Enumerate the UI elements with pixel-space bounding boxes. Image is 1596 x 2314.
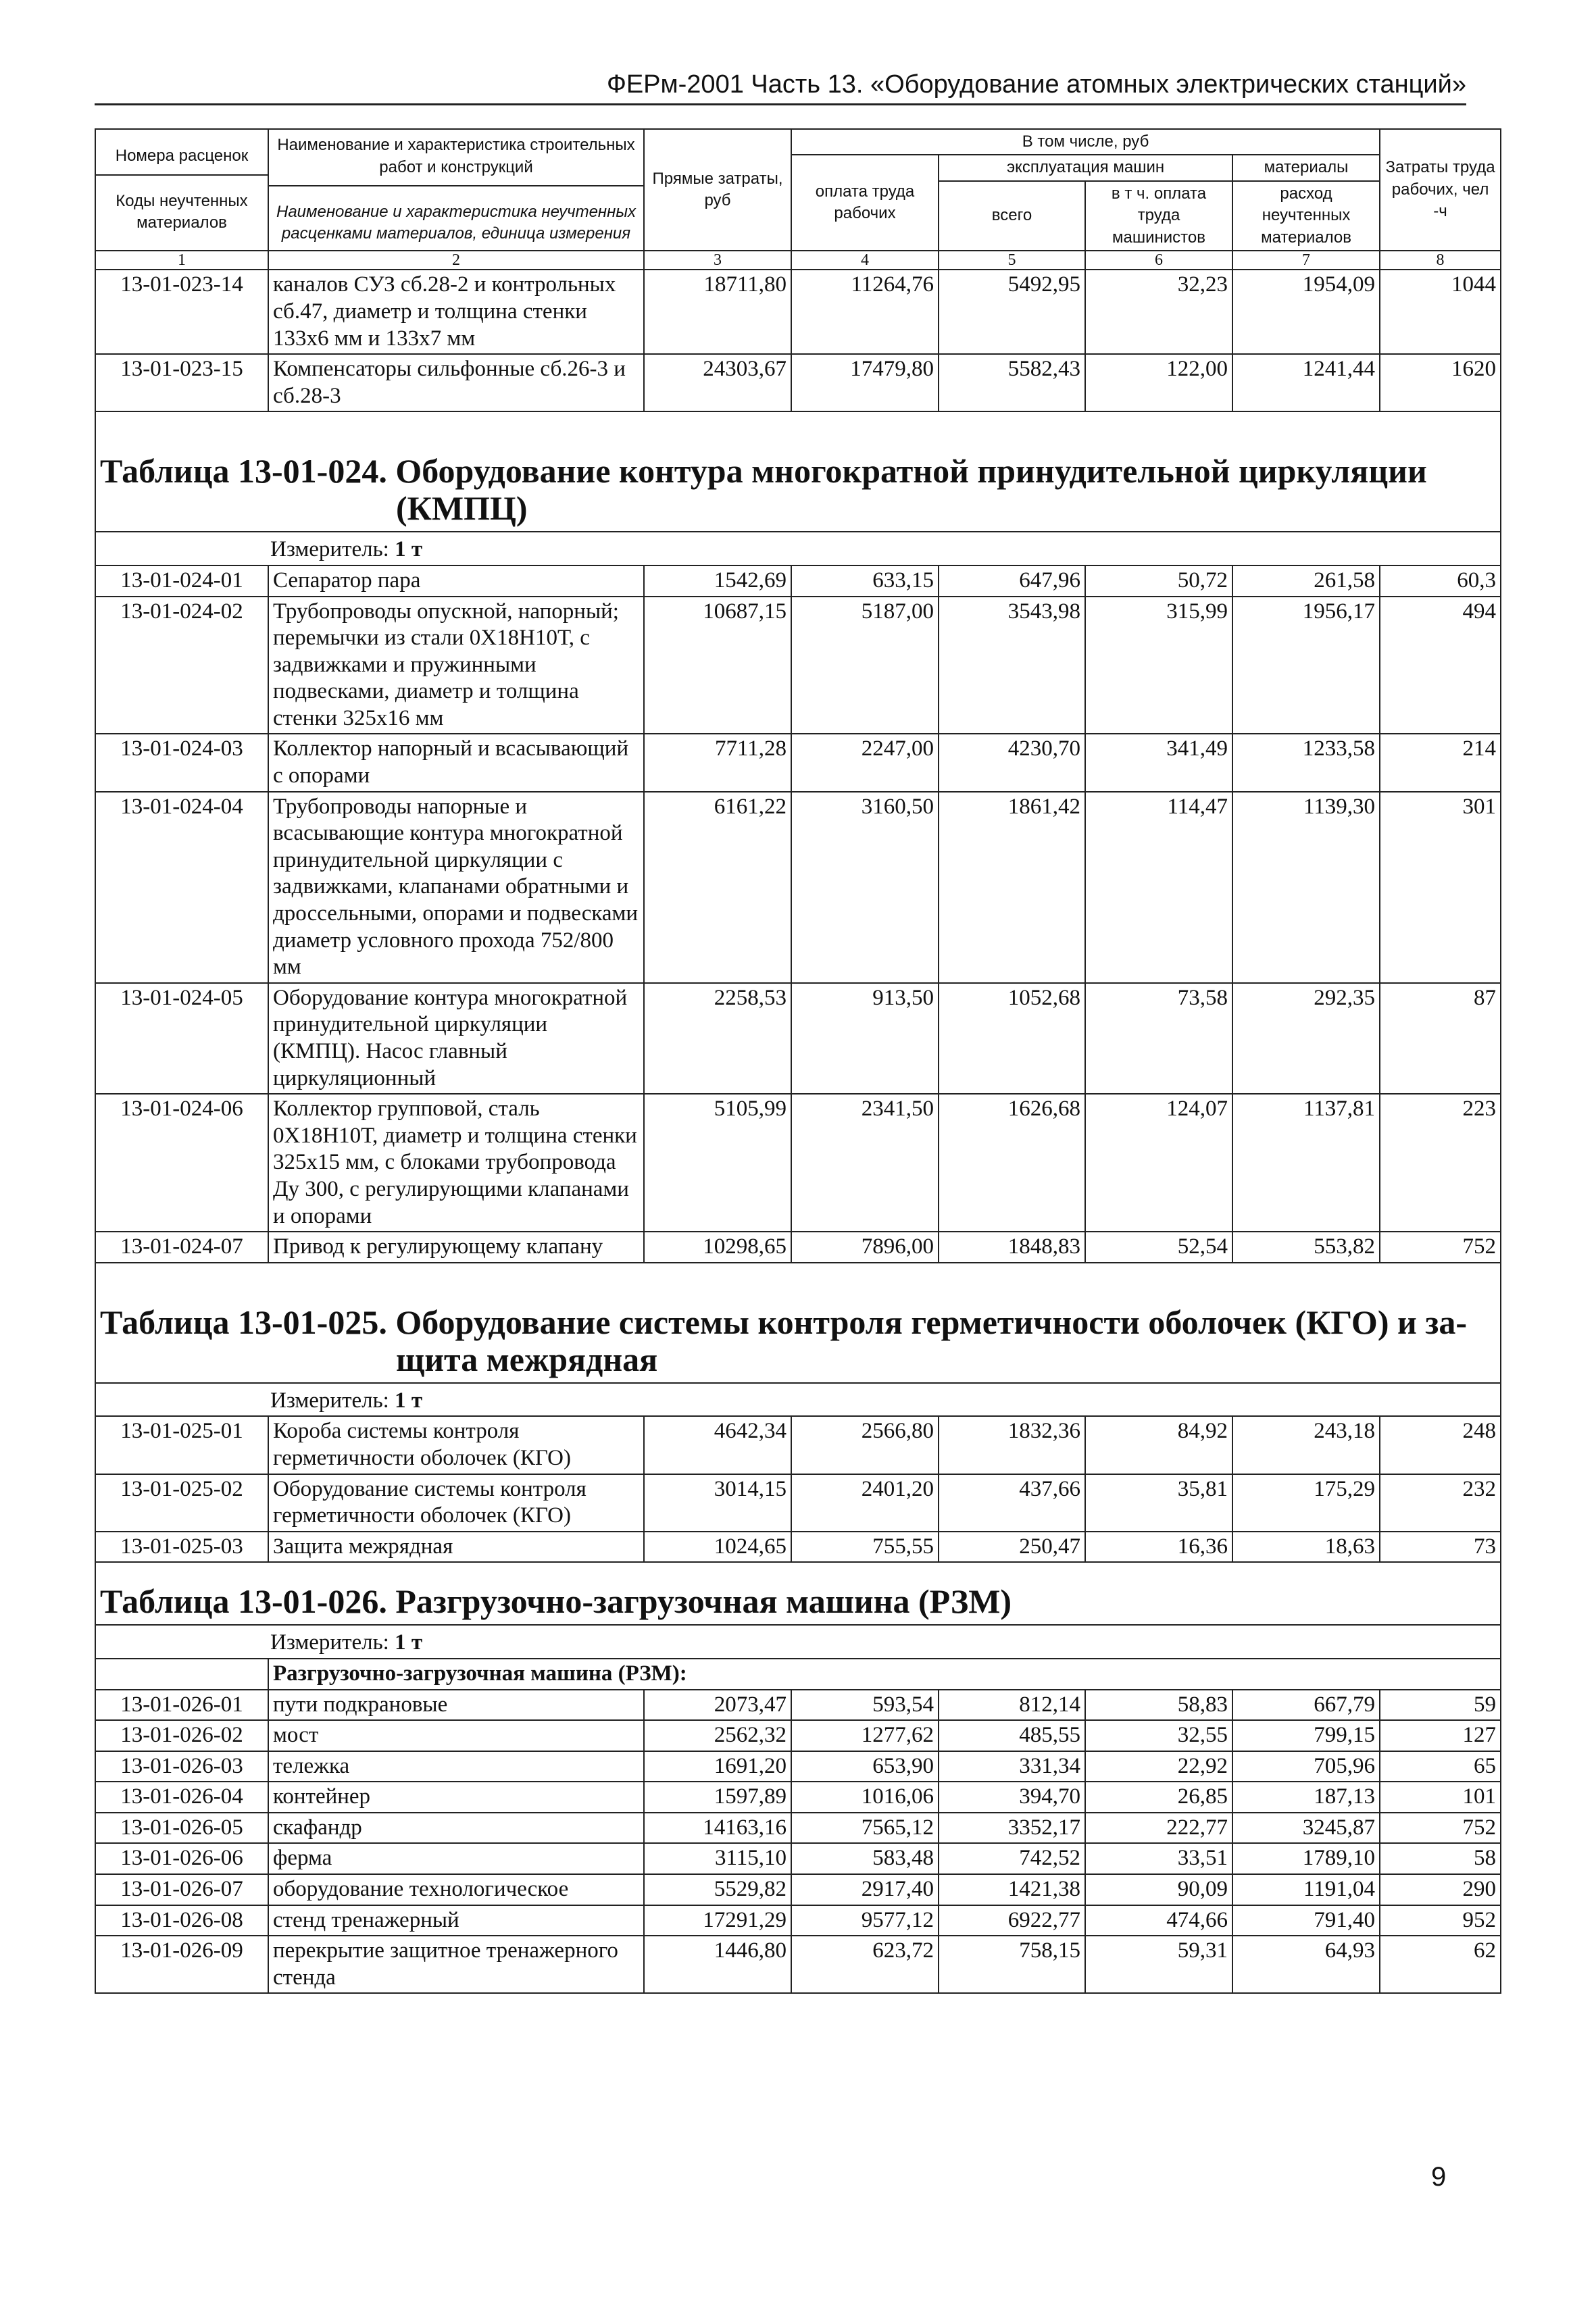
cell-direct: 10298,65 <box>644 1232 791 1263</box>
cell-name: Трубопроводы опускной, напорный; перемычки из стали 0Х18Н10Т, с задвижками и пружинными подвесками, диаметр и толщина стенки 325х16 мм <box>268 597 644 734</box>
col-num: 7 <box>1232 251 1380 270</box>
subheading-blank <box>95 1659 268 1690</box>
cell-mat: 187,13 <box>1232 1782 1380 1813</box>
cell-mat: 1954,09 <box>1232 270 1380 354</box>
cell-name: скафандр <box>268 1813 644 1844</box>
cell-hours: 223 <box>1380 1094 1501 1232</box>
measure-unit <box>95 532 1501 565</box>
table-row <box>95 1720 1501 1751</box>
cell-mat: 292,35 <box>1232 983 1380 1094</box>
cell-direct: 5529,82 <box>644 1874 791 1905</box>
cell-hours: 752 <box>1380 1232 1501 1263</box>
head-worker-pay: оплата труда рабочих <box>791 155 939 251</box>
cell-hours: 248 <box>1380 1416 1501 1474</box>
cell-name: Сепаратор пара <box>268 565 644 597</box>
table-title-row <box>95 411 1501 532</box>
measure-row <box>95 1383 1501 1417</box>
cell-mach: 485,55 <box>939 1720 1085 1751</box>
cell-name: Компенсаторы сильфонные сб.26-3 и сб.28-3 <box>268 354 644 411</box>
subheading-row <box>95 1659 1501 1690</box>
cell-mach-labor: 32,55 <box>1085 1720 1232 1751</box>
cell-mach: 1832,36 <box>939 1416 1085 1474</box>
col-num: 1 <box>95 251 268 270</box>
cell-code: 13-01-026-03 <box>95 1751 268 1782</box>
table-title-line2: щита межрядная <box>396 1340 658 1378</box>
cell-code: 13-01-025-03 <box>95 1532 268 1563</box>
cell-hours: 494 <box>1380 597 1501 734</box>
cell-name: мост <box>268 1720 644 1751</box>
table-title-row <box>95 1263 1501 1383</box>
cell-name: контейнер <box>268 1782 644 1813</box>
cell-name: пути подкрановые <box>268 1690 644 1721</box>
table-row <box>95 1416 1501 1474</box>
cell-hours: 752 <box>1380 1813 1501 1844</box>
cell-mach: 1861,42 <box>939 792 1085 983</box>
table-row <box>95 1474 1501 1532</box>
table-row <box>95 1843 1501 1874</box>
cell-mach-labor: 84,92 <box>1085 1416 1232 1474</box>
cell-labor: 1277,62 <box>791 1720 939 1751</box>
cell-mat: 1191,04 <box>1232 1874 1380 1905</box>
cell-code: 13-01-024-06 <box>95 1094 268 1232</box>
cell-direct: 6161,22 <box>644 792 791 983</box>
cell-mach-labor: 73,58 <box>1085 983 1232 1094</box>
cell-direct: 4642,34 <box>644 1416 791 1474</box>
table-row <box>95 597 1501 734</box>
cell-mat: 553,82 <box>1232 1232 1380 1263</box>
cell-mat: 1139,30 <box>1232 792 1380 983</box>
table-title-line1: Таблица 13-01-025. Оборудование системы контроля герметичности оболочек (КГО) и за- <box>100 1303 1468 1341</box>
cell-hours: 65 <box>1380 1751 1501 1782</box>
cell-direct: 10687,15 <box>644 597 791 734</box>
subheading: Разгрузочно-загрузочная машина (РЗМ): <box>268 1659 1501 1690</box>
cell-mach-labor: 341,49 <box>1085 734 1232 791</box>
cell-direct: 2562,32 <box>644 1720 791 1751</box>
cell-hours: 73 <box>1380 1532 1501 1563</box>
cell-mach-labor: 90,09 <box>1085 1874 1232 1905</box>
table-title <box>95 1562 1501 1625</box>
cell-name: тележка <box>268 1751 644 1782</box>
cell-code: 13-01-026-02 <box>95 1720 268 1751</box>
cell-mach: 1421,38 <box>939 1874 1085 1905</box>
cell-mach-labor: 35,81 <box>1085 1474 1232 1532</box>
cell-mat: 1137,81 <box>1232 1094 1380 1232</box>
cell-hours: 290 <box>1380 1874 1501 1905</box>
table-title <box>95 1263 1501 1383</box>
table-row <box>95 1905 1501 1936</box>
column-numbers-row <box>95 251 1501 270</box>
table-header-row-1 <box>95 129 1501 155</box>
cell-mach: 250,47 <box>939 1532 1085 1563</box>
table-row <box>95 1936 1501 1993</box>
measure-label: Измеритель: <box>270 1630 389 1655</box>
cell-mach-labor: 52,54 <box>1085 1232 1232 1263</box>
measure-row <box>95 1625 1501 1659</box>
cell-hours: 301 <box>1380 792 1501 983</box>
cell-labor: 583,48 <box>791 1843 939 1874</box>
cell-hours: 101 <box>1380 1782 1501 1813</box>
cell-code: 13-01-026-05 <box>95 1813 268 1844</box>
table-row <box>95 983 1501 1094</box>
cell-name: Коллектор групповой, сталь 0Х18Н10Т, диаметр и толщина стенки 325х15 мм, с блоками трубопровода Ду 300, с регулирующими клапанами и опорами <box>268 1094 644 1232</box>
measure-unit <box>95 1383 1501 1417</box>
cell-mach-labor: 16,36 <box>1085 1532 1232 1563</box>
cell-mat: 261,58 <box>1232 565 1380 597</box>
cell-mat: 175,29 <box>1232 1474 1380 1532</box>
measure-value: 1 т <box>395 1388 423 1413</box>
col-num: 8 <box>1380 251 1501 270</box>
page-number: 9 <box>1431 2162 1447 2192</box>
header-rule <box>95 103 1466 105</box>
head-material-codes: Коды неучтенных материалов <box>96 174 268 234</box>
head-codes <box>95 129 268 251</box>
cell-mat: 1956,17 <box>1232 597 1380 734</box>
cell-code: 13-01-026-08 <box>95 1905 268 1936</box>
cell-mat: 799,15 <box>1232 1720 1380 1751</box>
col-num: 6 <box>1085 251 1232 270</box>
cell-hours: 1620 <box>1380 354 1501 411</box>
col-num: 3 <box>644 251 791 270</box>
cell-mach: 437,66 <box>939 1474 1085 1532</box>
cell-mach-labor: 315,99 <box>1085 597 1232 734</box>
table-row <box>95 1813 1501 1844</box>
cell-name: Оборудование контура многократной принудительной циркуляции (КМПЦ). Насос главный циркуляционный <box>268 983 644 1094</box>
table-row <box>95 1874 1501 1905</box>
cell-code: 13-01-026-04 <box>95 1782 268 1813</box>
cell-mach-labor: 32,23 <box>1085 270 1232 354</box>
table-row <box>95 792 1501 983</box>
head-materials: материалы <box>1232 155 1380 180</box>
cell-mach-labor: 59,31 <box>1085 1936 1232 1993</box>
cell-mach: 5582,43 <box>939 354 1085 411</box>
cell-mat: 18,63 <box>1232 1532 1380 1563</box>
cell-labor: 2247,00 <box>791 734 939 791</box>
cell-labor: 1016,06 <box>791 1782 939 1813</box>
cell-mat: 791,40 <box>1232 1905 1380 1936</box>
table-row <box>95 1232 1501 1263</box>
cell-mach-labor: 58,83 <box>1085 1690 1232 1721</box>
cell-mach: 331,34 <box>939 1751 1085 1782</box>
cell-mat: 1233,58 <box>1232 734 1380 791</box>
head-machine-operation: эксплуатация машин <box>939 155 1232 180</box>
measure-value: 1 т <box>395 1630 423 1655</box>
table-title-row <box>95 1562 1501 1625</box>
cell-labor: 11264,76 <box>791 270 939 354</box>
cell-hours: 232 <box>1380 1474 1501 1532</box>
cell-direct: 1024,65 <box>644 1532 791 1563</box>
table-row <box>95 1690 1501 1721</box>
cell-mach-labor: 50,72 <box>1085 565 1232 597</box>
cell-direct: 18711,80 <box>644 270 791 354</box>
table-row <box>95 734 1501 791</box>
cell-mat: 243,18 <box>1232 1416 1380 1474</box>
cell-direct: 5105,99 <box>644 1094 791 1232</box>
cell-direct: 2073,47 <box>644 1690 791 1721</box>
table-row <box>95 1094 1501 1232</box>
head-machine-total: всего <box>939 181 1085 251</box>
cell-direct: 7711,28 <box>644 734 791 791</box>
table-row <box>95 1532 1501 1563</box>
table-row <box>95 565 1501 597</box>
cell-mach-labor: 26,85 <box>1085 1782 1232 1813</box>
col-num: 5 <box>939 251 1085 270</box>
cell-direct: 2258,53 <box>644 983 791 1094</box>
cell-mach: 1848,83 <box>939 1232 1085 1263</box>
cell-mach-labor: 474,66 <box>1085 1905 1232 1936</box>
cell-mach: 3543,98 <box>939 597 1085 734</box>
cell-name: стенд тренажерный <box>268 1905 644 1936</box>
head-operator-pay: в т ч. оплата труда машинистов <box>1085 181 1232 251</box>
cell-labor: 2401,20 <box>791 1474 939 1532</box>
cell-code: 13-01-026-01 <box>95 1690 268 1721</box>
running-header: ФЕРм-2001 Часть 13. «Оборудование атомных электрических станций» <box>606 70 1466 99</box>
cell-direct: 3115,10 <box>644 1843 791 1874</box>
cell-hours: 60,3 <box>1380 565 1501 597</box>
cell-mat: 3245,87 <box>1232 1813 1380 1844</box>
cell-hours: 214 <box>1380 734 1501 791</box>
cell-mach: 812,14 <box>939 1690 1085 1721</box>
cell-code: 13-01-023-15 <box>95 354 268 411</box>
cell-labor: 2566,80 <box>791 1416 939 1474</box>
cell-labor: 593,54 <box>791 1690 939 1721</box>
col-num: 2 <box>268 251 644 270</box>
cell-labor: 913,50 <box>791 983 939 1094</box>
cell-code: 13-01-024-01 <box>95 565 268 597</box>
cell-code: 13-01-026-09 <box>95 1936 268 1993</box>
table-title <box>95 411 1501 532</box>
measure-value: 1 т <box>395 537 423 562</box>
cell-code: 13-01-025-01 <box>95 1416 268 1474</box>
cell-code: 13-01-023-14 <box>95 270 268 354</box>
cell-mach-labor: 22,92 <box>1085 1751 1232 1782</box>
cell-hours: 127 <box>1380 1720 1501 1751</box>
cell-hours: 1044 <box>1380 270 1501 354</box>
cell-direct: 14163,16 <box>644 1813 791 1844</box>
cell-labor: 17479,80 <box>791 354 939 411</box>
price-table <box>95 128 1501 1994</box>
cell-direct: 1691,20 <box>644 1751 791 1782</box>
cell-name: Коллектор напорный и всасывающий с опорами <box>268 734 644 791</box>
cell-labor: 623,72 <box>791 1936 939 1993</box>
table-title-line1: Таблица 13-01-026. Разгрузочно-загрузочная машина (РЗМ) <box>100 1582 1012 1621</box>
cell-hours: 87 <box>1380 983 1501 1094</box>
head-work-name: Наименование и характеристика строительных работ и конструкций <box>277 136 635 176</box>
col-num: 4 <box>791 251 939 270</box>
cell-labor: 5187,00 <box>791 597 939 734</box>
cell-mach: 758,15 <box>939 1936 1085 1993</box>
head-material-name: Наименование и характеристика неучтенных расценками материалов, единица измерения <box>269 185 643 245</box>
cell-mach: 647,96 <box>939 565 1085 597</box>
table-row <box>95 270 1501 354</box>
measure-row <box>95 532 1501 565</box>
head-rate-numbers: Номера расценок <box>115 147 249 166</box>
table-title-line1: Таблица 13-01-024. Оборудование контура многократной принудительной циркуляции <box>100 452 1427 491</box>
cell-mach-labor: 222,77 <box>1085 1813 1232 1844</box>
cell-code: 13-01-024-07 <box>95 1232 268 1263</box>
table-title-line2: (КМПЦ) <box>396 489 528 528</box>
cell-mach-labor: 114,47 <box>1085 792 1232 983</box>
cell-mach: 1052,68 <box>939 983 1085 1094</box>
cell-mach: 1626,68 <box>939 1094 1085 1232</box>
cell-labor: 755,55 <box>791 1532 939 1563</box>
cell-mat: 667,79 <box>1232 1690 1380 1721</box>
cell-code: 13-01-024-05 <box>95 983 268 1094</box>
cell-labor: 9577,12 <box>791 1905 939 1936</box>
cell-labor: 3160,50 <box>791 792 939 983</box>
cell-name: перекрытие защитное тренажерного стенда <box>268 1936 644 1993</box>
measure-label: Измеритель: <box>270 1388 389 1413</box>
cell-mat: 705,96 <box>1232 1751 1380 1782</box>
head-including: В том числе, руб <box>791 129 1380 155</box>
measure-label: Измеритель: <box>270 537 389 562</box>
cell-code: 13-01-025-02 <box>95 1474 268 1532</box>
cell-hours: 952 <box>1380 1905 1501 1936</box>
cell-mach-labor: 124,07 <box>1085 1094 1232 1232</box>
cell-labor: 7896,00 <box>791 1232 939 1263</box>
cell-mach: 6922,77 <box>939 1905 1085 1936</box>
cell-direct: 24303,67 <box>644 354 791 411</box>
cell-name: Короба системы контроля герметичности оболочек (КГО) <box>268 1416 644 1474</box>
cell-direct: 17291,29 <box>644 1905 791 1936</box>
cell-direct: 1446,80 <box>644 1936 791 1993</box>
cell-direct: 1597,89 <box>644 1782 791 1813</box>
cell-hours: 59 <box>1380 1690 1501 1721</box>
table-row <box>95 1751 1501 1782</box>
head-labor-hours: Затраты труда рабочих, чел -ч <box>1380 129 1501 251</box>
cell-code: 13-01-024-02 <box>95 597 268 734</box>
cell-mach: 5492,95 <box>939 270 1085 354</box>
cell-mat: 64,93 <box>1232 1936 1380 1993</box>
cell-hours: 58 <box>1380 1843 1501 1874</box>
cell-labor: 633,15 <box>791 565 939 597</box>
measure-unit <box>95 1625 1501 1659</box>
cell-hours: 62 <box>1380 1936 1501 1993</box>
table-row <box>95 1782 1501 1813</box>
table-row <box>95 354 1501 411</box>
cell-name: ферма <box>268 1843 644 1874</box>
cell-mach: 4230,70 <box>939 734 1085 791</box>
head-direct-costs: Прямые затраты, руб <box>644 129 791 251</box>
cell-code: 13-01-024-03 <box>95 734 268 791</box>
cell-mat: 1241,44 <box>1232 354 1380 411</box>
cell-labor: 7565,12 <box>791 1813 939 1844</box>
cell-name: каналов СУЗ сб.28-2 и контрольных сб.47, диаметр и толщина стенки 133х6 мм и 133х7 мм <box>268 270 644 354</box>
cell-name: Защита межрядная <box>268 1532 644 1563</box>
cell-code: 13-01-026-06 <box>95 1843 268 1874</box>
cell-code: 13-01-026-07 <box>95 1874 268 1905</box>
cell-mach-labor: 122,00 <box>1085 354 1232 411</box>
cell-labor: 2341,50 <box>791 1094 939 1232</box>
cell-name: Привод к регулирующему клапану <box>268 1232 644 1263</box>
cell-mach: 3352,17 <box>939 1813 1085 1844</box>
cell-mach: 742,52 <box>939 1843 1085 1874</box>
cell-mach-labor: 33,51 <box>1085 1843 1232 1874</box>
cell-labor: 653,90 <box>791 1751 939 1782</box>
cell-direct: 3014,15 <box>644 1474 791 1532</box>
cell-name: Оборудование системы контроля герметичности оболочек (КГО) <box>268 1474 644 1532</box>
cell-name: оборудование технологическое <box>268 1874 644 1905</box>
head-names <box>268 129 644 251</box>
cell-code: 13-01-024-04 <box>95 792 268 983</box>
cell-direct: 1542,69 <box>644 565 791 597</box>
cell-labor: 2917,40 <box>791 1874 939 1905</box>
cell-mach: 394,70 <box>939 1782 1085 1813</box>
cell-mat: 1789,10 <box>1232 1843 1380 1874</box>
head-material-usage: расход неучтенных материалов <box>1232 181 1380 251</box>
cell-name: Трубопроводы напорные и всасывающие контура многократной принудительной циркуляции с задвижками, клапанами обратными и дроссельными, опорами и подвесками диаметр условного прохода 752/800 мм <box>268 792 644 983</box>
